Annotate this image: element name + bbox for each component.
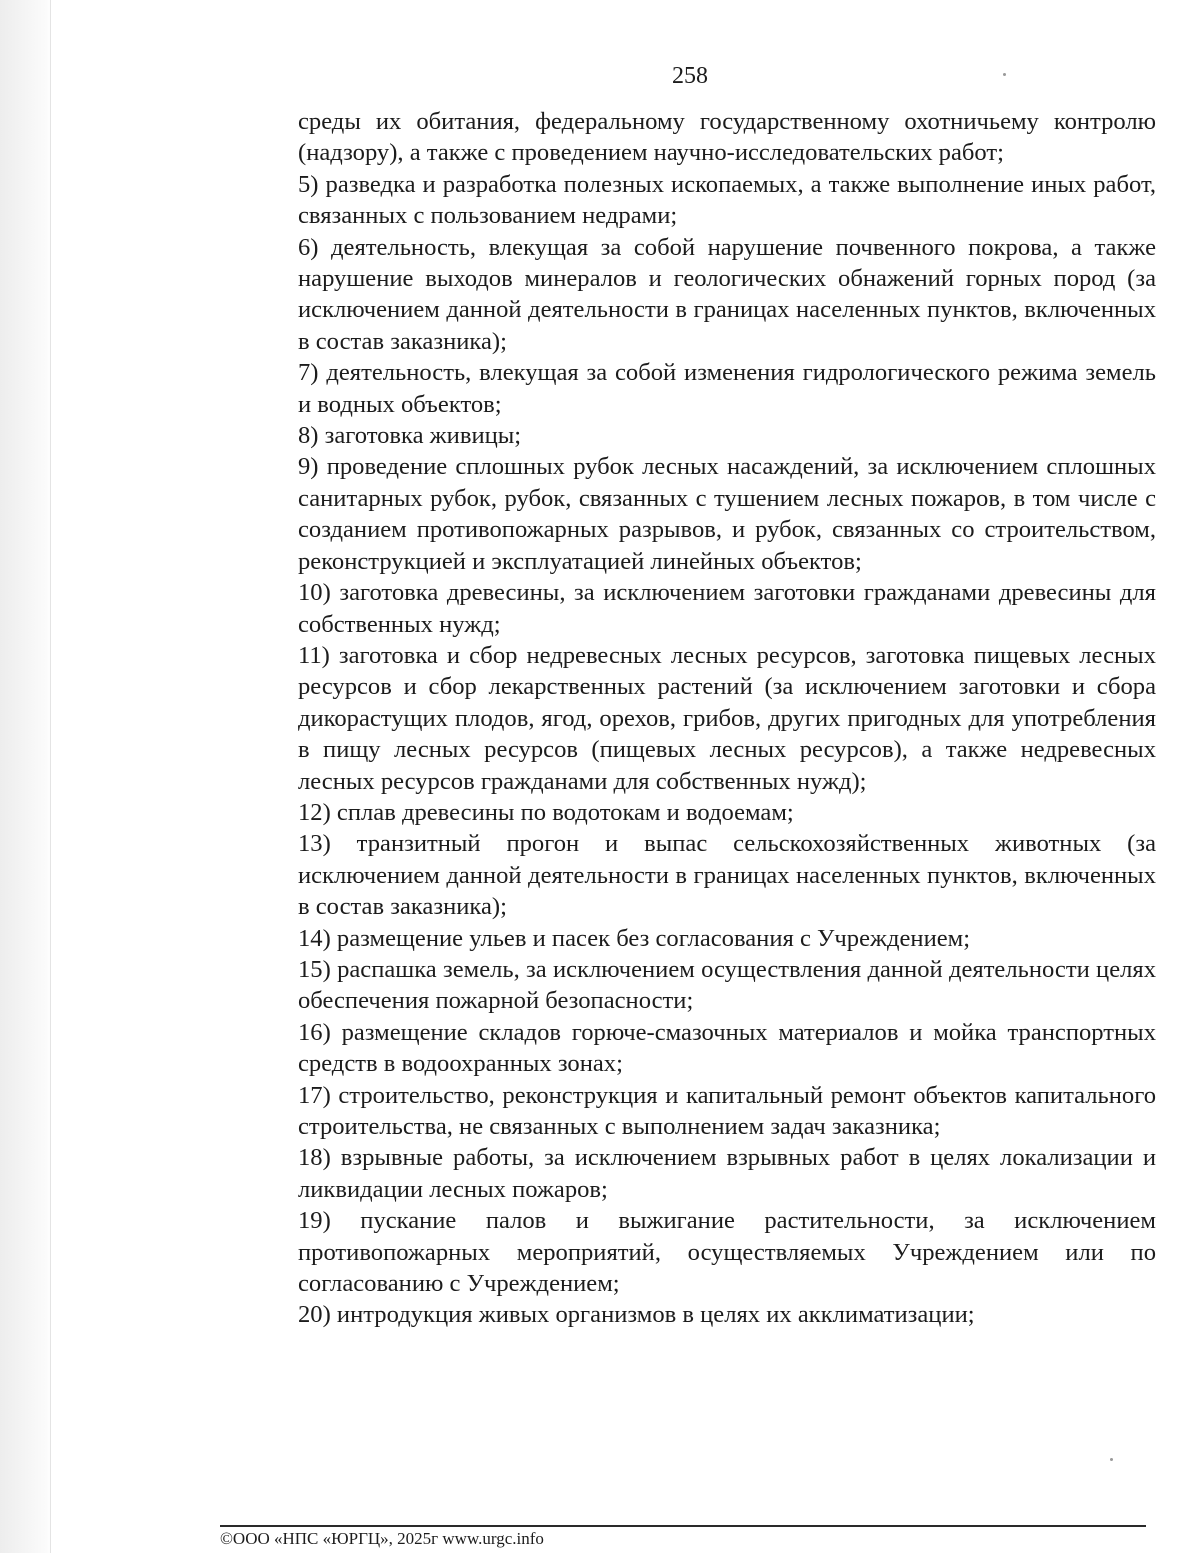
page-number: 258: [672, 63, 708, 89]
list-item-19: 19) пускание палов и выжигание растительности, за исключением противопожарных мероприятий, осуществляемых Учреждением или по согласованию с Учреждением;: [298, 1207, 1156, 1298]
footer-divider: [220, 1525, 1146, 1527]
scan-edge-line: [50, 0, 51, 1553]
list-item-10: 10) заготовка древесины, за исключением заготовки гражданами древесины для собственных нужд;: [298, 579, 1156, 638]
list-item-11: 11) заготовка и сбор недревесных лесных ресурсов, заготовка пищевых лесных ресурсов и сбор лекарственных растений (за исключением заготовки и сбора дикорастущих плодов, ягод, орехов, грибов, других пригодных для употребления в пищу лесных ресурсов (пищевых лесных ресурсов), а также недревесных лесных ресурсов гражданами для собственных нужд);: [298, 641, 1156, 795]
list-item-17: 17) строительство, реконструкция и капитальный ремонт объектов капитального строительства, не связанных с выполнением задач заказника;: [298, 1081, 1156, 1140]
list-item-20: 20) интродукция живых организмов в целях их акклиматизации;: [298, 1301, 975, 1329]
list-item-continuation: среды их обитания, федеральному государственному охотничьему контролю (надзору), а также с проведением научно-исследовательских работ;: [298, 108, 1156, 167]
list-item-13: 13) транзитный прогон и выпас сельскохозяйственных животных (за исключением данной деятельности в границах населенных пунктов, включенных в состав заказника);: [298, 830, 1156, 921]
list-item-15: 15) распашка земель, за исключением осуществления данной деятельности целях обеспечения пожарной безопасности;: [298, 955, 1156, 1015]
document-body: [298, 106, 1156, 1331]
list-item-18: 18) взрывные работы, за исключением взрывных работ в целях локализации и ликвидации лесных пожаров;: [298, 1144, 1156, 1203]
list-item-5: 5) разведка и разработка полезных ископаемых, а также выполнение иных работ, связанных с пользованием недрами;: [298, 170, 1156, 230]
footer-copyright: ©ООО «НПС «ЮРГЦ», 2025г www.urgc.info: [220, 1529, 544, 1548]
scan-speck: [1003, 73, 1006, 76]
list-item-9: 9) проведение сплошных рубок лесных насаждений, за исключением сплошных санитарных рубок, рубок, связанных с тушением лесных пожаров, в том числе с созданием противопожарных разрывов, и рубок, связанных со строительством, реконструкцией и эксплуатацией линейных объектов;: [298, 453, 1156, 575]
list-item-12: 12) сплав древесины по водотокам и водоемам;: [298, 798, 794, 826]
list-item-16: 16) размещение складов горюче-смазочных материалов и мойка транспортных средств в водоохранных зонах;: [298, 1018, 1156, 1078]
list-item-8: 8) заготовка живицы;: [298, 422, 522, 450]
list-item-7: 7) деятельность, влекущая за собой изменения гидрологического режима земель и водных объектов;: [298, 359, 1156, 418]
list-item-14: 14) размещение ульев и пасек без согласования с Учреждением;: [298, 924, 971, 952]
list-item-6: 6) деятельность, влекущая за собой нарушение почвенного покрова, а также нарушение выходов минералов и геологических обнажений горных пород (за исключением данной деятельности в границах населенных пунктов, включенных в состав заказника);: [298, 233, 1156, 355]
scan-speck: [1110, 1458, 1113, 1461]
scan-edge-shadow: [0, 0, 52, 1553]
